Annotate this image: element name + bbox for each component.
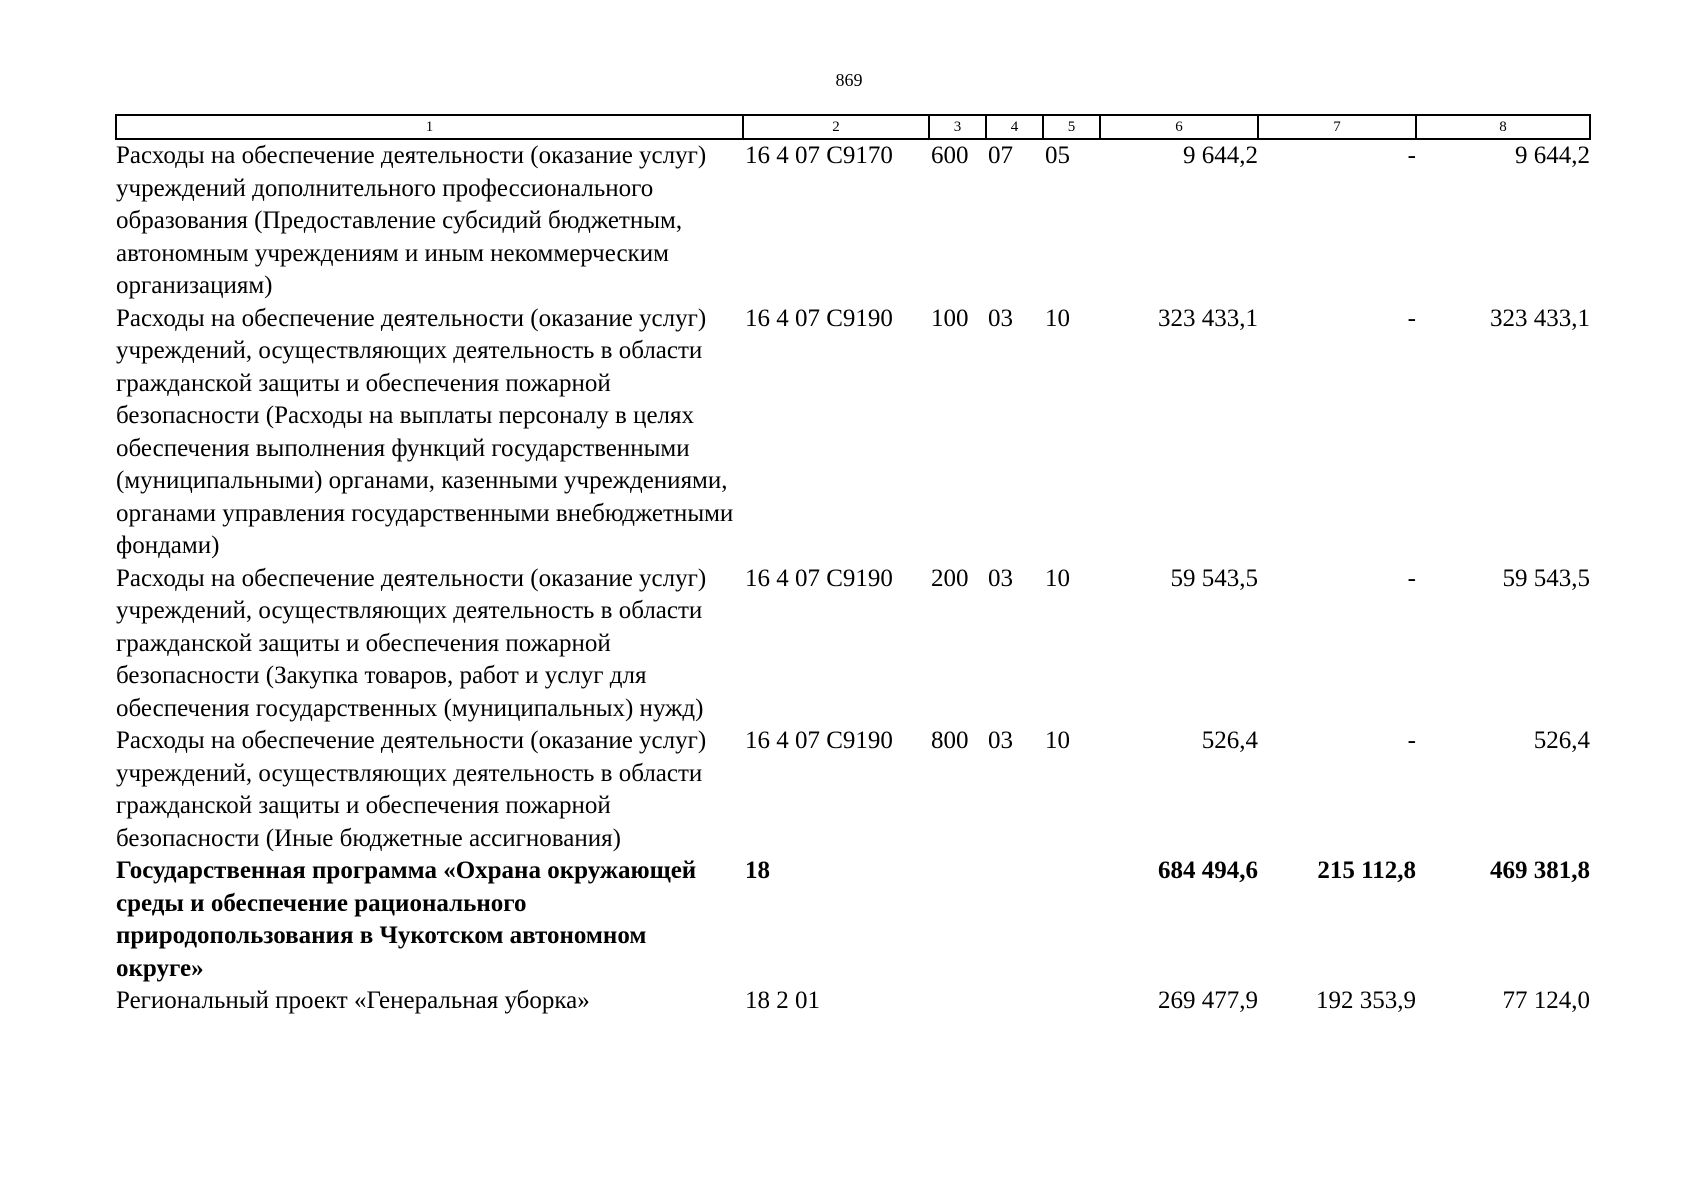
row-federal: - (1407, 727, 1416, 754)
row-expense-type: 100 (931, 304, 969, 332)
row-federal: - (1407, 304, 1416, 332)
row-section (986, 855, 1043, 985)
table-row (116, 303, 1590, 563)
row-total: 684 494,6 (1158, 857, 1258, 884)
row-total: 526,4 (1201, 727, 1258, 754)
column-number-7: 7 (1258, 115, 1416, 139)
row-subsection (1043, 855, 1100, 985)
row-expense-type: 200 (931, 564, 969, 592)
column-number-3: 3 (929, 115, 986, 139)
row-federal: - (1407, 564, 1416, 592)
table-row (116, 985, 1590, 1018)
row-total: 9 644,2 (1183, 142, 1258, 169)
row-federal: 192 353,9 (1316, 987, 1416, 1014)
row-target-article: 16 4 07 С9190 (745, 564, 893, 592)
row-name: Расходы на обеспечение деятельности (оказание услуг) учреждений дополнительного профессионального образования (Предоставление субсидий бюджетным, автономным учреждениям и иным некоммерческим организациям) (116, 142, 707, 299)
row-target-article: 16 4 07 С9190 (745, 304, 893, 332)
row-subsection (1043, 985, 1100, 1018)
row-expense-type: 600 (931, 142, 969, 169)
row-federal: - (1407, 142, 1416, 169)
row-target-article: 16 4 07 С9190 (745, 727, 893, 754)
row-expense-type (929, 855, 986, 985)
column-number-2: 2 (743, 115, 929, 139)
page-number: 869 (835, 70, 863, 90)
row-target-article: 18 (745, 857, 770, 884)
row-federal: 215 112,8 (1317, 857, 1416, 884)
column-number-5: 5 (1043, 115, 1100, 139)
row-total: 323 433,1 (1158, 304, 1258, 332)
row-expense-type: 800 (931, 727, 969, 754)
table-header (116, 115, 1590, 139)
row-expense-type (929, 985, 986, 1018)
row-section: 03 (988, 304, 1013, 332)
row-target-article: 18 2 01 (745, 987, 820, 1014)
column-number-8: 8 (1416, 115, 1590, 139)
row-subsection: 10 (1045, 304, 1070, 332)
row-section: 03 (988, 727, 1013, 754)
row-name: Расходы на обеспечение деятельности (оказание услуг) учреждений, осуществляющих деятельность в области гражданской защиты и обеспечения пожарной безопасности (Закупка товаров, работ и услуг для обеспечения государственных (муниципальных) нужд) (116, 564, 707, 722)
row-regional: 9 644,2 (1515, 142, 1590, 169)
column-number-6: 6 (1100, 115, 1258, 139)
budget-table (115, 114, 1591, 1018)
row-total: 59 543,5 (1170, 564, 1258, 592)
row-regional: 469 381,8 (1490, 857, 1590, 884)
column-number-1: 1 (116, 115, 743, 139)
row-subsection: 10 (1045, 727, 1070, 754)
table-row-program (116, 855, 1590, 985)
row-target-article: 16 4 07 С9170 (745, 142, 893, 169)
row-regional: 77 124,0 (1502, 987, 1590, 1014)
table-row (116, 139, 1590, 303)
column-number-row (116, 115, 1590, 139)
row-subsection: 05 (1045, 142, 1070, 169)
row-section: 07 (988, 142, 1013, 169)
row-section: 03 (988, 564, 1013, 592)
row-total: 269 477,9 (1158, 987, 1258, 1014)
table-row (116, 725, 1590, 855)
row-regional: 323 433,1 (1490, 304, 1590, 332)
row-name: Региональный проект «Генеральная уборка» (116, 987, 590, 1014)
table-body (116, 139, 1590, 1018)
row-name: Расходы на обеспечение деятельности (оказание услуг) учреждений, осуществляющих деятельность в области гражданской защиты и обеспечения пожарной безопасности (Иные бюджетные ассигнования) (116, 727, 707, 852)
row-section (986, 985, 1043, 1018)
row-subsection: 10 (1045, 564, 1070, 592)
table-row (116, 563, 1590, 726)
row-regional: 59 543,5 (1502, 564, 1590, 592)
column-number-4: 4 (986, 115, 1043, 139)
row-name: Государственная программа «Охрана окружающей среды и обеспечение рационального природопользования в Чукотском автономном округе» (116, 857, 697, 982)
row-name: Расходы на обеспечение деятельности (оказание услуг) учреждений, осуществляющих деятельность в области гражданской защиты и обеспечения пожарной безопасности (Расходы на выплаты персоналу в целях обеспечения выполнения функций государственными (муниципальными) органами, казенными учреждениями, органами управления государственными внебюджетными фондами) (116, 304, 734, 559)
row-regional: 526,4 (1533, 727, 1590, 754)
